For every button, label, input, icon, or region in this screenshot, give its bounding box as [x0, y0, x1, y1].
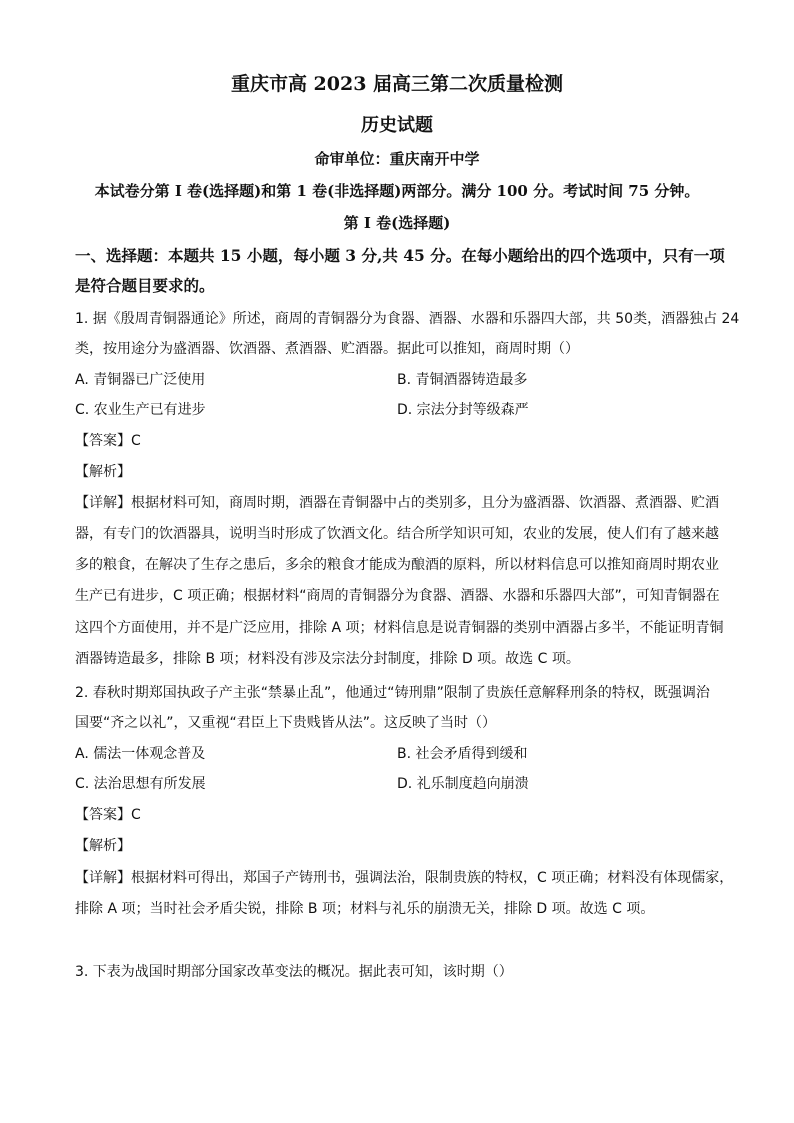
q2-detail-line1: 【详解】根据材料可得出，郑国子产铸刑书，强调法治，限制贵族的特权，C 项正确；材料没有体现儒家，	[75, 870, 734, 886]
section-instruction-line1: 一、选择题：本题共 15 小题，每小题 3 分,共 45 分。在每小题给出的四个选项中，只有一项	[75, 246, 725, 265]
q2-analysis-label: 【解析】	[75, 838, 131, 854]
q1-option-a: A. 青铜器已广泛使用	[75, 372, 206, 388]
q1-detail-line1: 【详解】根据材料可知，商周时期，酒器在青铜器中占的类别多，且分为盛酒器、饮酒器、煮酒器、贮酒	[75, 495, 719, 511]
q1-detail-line5: 这四个方面使用，并不是广泛应用，排除 A 项；材料信息是说青铜器的类别中酒器占多半，不能证明青铜	[75, 620, 724, 636]
q1-detail-line6: 酒器铸造最多，排除 B 项；材料没有涉及宗法分封制度，排除 D 项。故选 C 项。	[75, 651, 580, 667]
q1-option-c: C. 农业生产已有进步	[75, 402, 206, 418]
q3-stem-line1: 3. 下表为战国时期部分国家改革变法的概况。据此表可知，该时期（）	[75, 964, 513, 980]
q1-answer: 【答案】C	[75, 433, 141, 449]
page-subtitle: 历史试题	[361, 115, 433, 136]
q1-option-b: B. 青铜酒器铸造最多	[397, 372, 528, 388]
q2-stem-line1: 2. 春秋时期郑国执政子产主张“禁暴止乱”，他通过“铸刑鼎”限制了贵族任意解释刑条的特权，既强调治	[75, 685, 710, 701]
q1-stem-line2: 类，按用途分为盛酒器、饮酒器、煮酒器、贮酒器。据此可以推知，商周时期（）	[75, 341, 579, 357]
q1-analysis-label: 【解析】	[75, 464, 131, 480]
page-title: 重庆市高 2023 届高三第二次质量检测	[230, 73, 564, 95]
q2-option-a: A. 儒法一体观念普及	[75, 746, 206, 762]
q1-detail-line4: 生产已有进步，C 项正确；根据材料“商周的青铜器分为食器、酒器、水器和乐器四大部”，可知青铜器在	[75, 588, 720, 604]
exam-unit: 命审单位：重庆南开中学	[314, 150, 480, 168]
q2-option-c: C. 法治思想有所发展	[75, 776, 206, 792]
q1-detail-line2: 器，有专门的饮酒器具，说明当时形成了饮酒文化。结合所学知识可知，农业的发展，使人们有了越来越	[75, 526, 719, 542]
q1-stem-line1: 1. 据《殷周青铜器通论》所述，商周的青铜器分为食器、酒器、水器和乐器四大部，共 50类，酒器独占 24	[75, 311, 740, 327]
q2-stem-line2: 国要“齐之以礼”，又重视“君臣上下贵贱皆从法”。这反映了当时（）	[75, 715, 497, 731]
exam-note: 本试卷分第 I 卷(选择题)和第 1 卷(非选择题)两部分。满分 100 分。考试时间 75 分钟。	[94, 182, 700, 200]
q2-answer: 【答案】C	[75, 807, 141, 823]
q1-option-d: D. 宗法分封等级森严	[397, 402, 529, 418]
q1-detail-line3: 多的粮食，在解决了生存之患后，多余的粮食才能成为酿酒的原料，所以材料信息可以推知商周时期农业	[75, 557, 719, 573]
section-instruction-line2: 是符合题目要求的。	[75, 276, 215, 295]
q2-detail-line2: 排除 A 项；当时社会矛盾尖锐，排除 B 项；材料与礼乐的崩溃无关，排除 D 项。故选 C 项。	[75, 901, 655, 917]
part-heading: 第 I 卷(选择题)	[343, 214, 451, 232]
q2-option-b: B. 社会矛盾得到缓和	[397, 746, 528, 762]
q2-option-d: D. 礼乐制度趋向崩溃	[397, 776, 529, 792]
